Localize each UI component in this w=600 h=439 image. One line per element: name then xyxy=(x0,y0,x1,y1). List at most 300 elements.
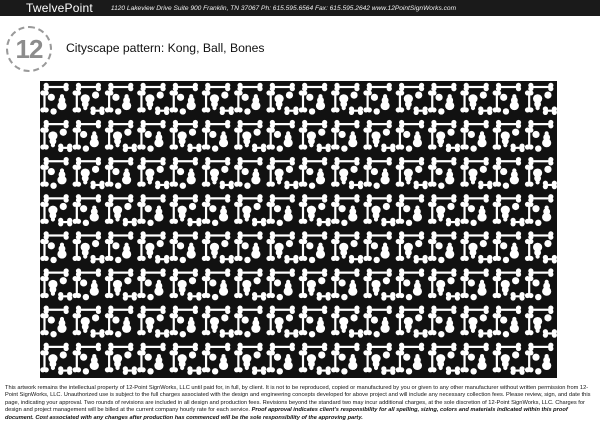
bone-shape xyxy=(205,305,230,314)
kong-toy-shape xyxy=(242,206,251,222)
bone-shape xyxy=(414,106,428,115)
kong-toy-shape xyxy=(145,94,154,110)
bone-shape xyxy=(270,83,295,92)
bone-shape xyxy=(428,276,437,298)
bone-shape xyxy=(105,165,114,187)
bone-shape xyxy=(237,268,262,277)
ball-shape xyxy=(373,257,379,263)
kong-toy-shape xyxy=(57,243,66,259)
ball-shape xyxy=(447,129,454,136)
bone-shape xyxy=(76,343,101,352)
ball-shape xyxy=(286,314,293,321)
bone-shape xyxy=(460,165,469,187)
ball-shape xyxy=(274,131,281,138)
ball-shape xyxy=(383,351,390,358)
kong-toy-shape xyxy=(348,280,357,296)
bone-shape xyxy=(90,329,104,338)
ball-shape xyxy=(318,129,325,136)
bone-shape xyxy=(76,231,101,240)
bone-shape xyxy=(169,239,178,261)
ball-shape xyxy=(480,314,487,321)
bone-shape xyxy=(399,83,424,92)
kong-toy-shape xyxy=(477,131,486,147)
bone-shape xyxy=(234,239,243,261)
ball-shape xyxy=(435,242,442,249)
bone-shape xyxy=(137,350,146,372)
bone-shape xyxy=(399,157,424,166)
bone-shape xyxy=(496,268,521,277)
bone-shape xyxy=(528,157,553,166)
kong-toy-shape xyxy=(307,206,316,222)
bone-shape xyxy=(169,202,178,224)
bone-shape xyxy=(40,239,49,261)
kong-toy-shape xyxy=(468,168,477,184)
kong-toy-shape xyxy=(501,354,510,370)
bone-shape xyxy=(396,165,405,187)
bone-shape xyxy=(205,83,230,92)
bone-shape xyxy=(496,231,521,240)
bone-shape xyxy=(90,255,104,264)
bone-shape xyxy=(73,313,82,335)
kong-toy-shape xyxy=(187,94,196,110)
ball-shape xyxy=(221,240,228,247)
ball-shape xyxy=(274,354,281,361)
ball-shape xyxy=(60,277,67,284)
bone-shape xyxy=(140,231,165,240)
kong-toy-shape xyxy=(90,354,99,370)
bone-shape xyxy=(270,157,295,166)
bone-shape xyxy=(90,106,104,115)
kong-toy-shape xyxy=(316,94,325,110)
ball-shape xyxy=(470,294,476,300)
ball-shape xyxy=(512,277,519,284)
bone-shape xyxy=(58,366,72,375)
kong-toy-shape xyxy=(380,168,389,184)
ball-shape xyxy=(447,351,454,358)
bone-shape xyxy=(334,157,359,166)
bone-shape xyxy=(464,157,489,166)
ball-shape xyxy=(512,203,519,210)
kong-toy-shape xyxy=(339,243,348,259)
bone-shape xyxy=(123,218,137,227)
ball-shape xyxy=(277,220,283,226)
bone-shape xyxy=(367,305,392,314)
kong-toy-shape xyxy=(154,280,163,296)
bone-shape xyxy=(252,144,266,153)
ball-shape xyxy=(535,220,541,226)
kong-toy-shape xyxy=(371,354,380,370)
kong-toy-shape xyxy=(284,206,293,222)
bone-shape xyxy=(234,313,243,335)
bone-shape xyxy=(431,157,456,166)
bone-shape xyxy=(493,350,502,372)
ball-shape xyxy=(177,168,184,175)
ball-shape xyxy=(415,314,422,321)
bone-shape xyxy=(510,366,524,375)
kong-toy-shape xyxy=(210,94,219,110)
bone-shape xyxy=(396,127,405,149)
ball-shape xyxy=(83,145,89,151)
bone-shape xyxy=(187,292,201,301)
bone-shape xyxy=(44,343,69,352)
ball-shape xyxy=(532,131,539,138)
bone-shape xyxy=(237,231,262,240)
kong-toy-shape xyxy=(242,280,251,296)
ball-shape xyxy=(339,354,346,361)
bone-shape xyxy=(396,313,405,335)
ball-shape xyxy=(415,166,422,173)
bone-shape xyxy=(363,127,372,149)
ball-shape xyxy=(447,203,454,210)
ball-shape xyxy=(318,351,325,358)
ball-shape xyxy=(115,108,121,114)
ball-shape xyxy=(373,182,379,188)
bone-shape xyxy=(234,90,243,112)
bone-shape xyxy=(187,144,201,153)
ball-shape xyxy=(177,94,184,101)
bone-shape xyxy=(363,313,372,335)
kong-toy-shape xyxy=(404,243,413,259)
bone-shape xyxy=(140,83,165,92)
ball-shape xyxy=(544,314,551,321)
kong-toy-shape xyxy=(178,131,187,147)
bone-shape xyxy=(299,350,308,372)
bone-shape xyxy=(40,127,49,149)
ball-shape xyxy=(242,94,249,101)
bone-shape xyxy=(478,106,492,115)
bone-shape xyxy=(528,231,553,240)
kong-toy-shape xyxy=(90,131,99,147)
bone-shape xyxy=(187,366,201,375)
bone-shape xyxy=(252,366,266,375)
bone-shape xyxy=(108,83,133,92)
kong-toy-shape xyxy=(533,168,542,184)
bone-shape xyxy=(108,343,133,352)
ball-shape xyxy=(371,316,378,323)
kong-toy-shape xyxy=(122,94,131,110)
bone-shape xyxy=(169,350,178,372)
ball-shape xyxy=(406,220,412,226)
ball-shape xyxy=(468,131,475,138)
ball-shape xyxy=(480,166,487,173)
bone-shape xyxy=(543,181,557,190)
ball-shape xyxy=(60,351,67,358)
ball-shape xyxy=(309,331,315,337)
bone-shape xyxy=(399,194,424,203)
kong-toy-shape xyxy=(468,317,477,333)
bone-shape xyxy=(40,313,49,335)
ball-shape xyxy=(48,168,55,175)
ball-shape xyxy=(341,368,347,374)
bone-shape xyxy=(40,202,49,224)
kong-toy-shape xyxy=(81,243,90,259)
kong-toy-shape xyxy=(380,243,389,259)
kong-toy-shape xyxy=(275,317,284,333)
ball-shape xyxy=(212,368,218,374)
bone-shape xyxy=(270,343,295,352)
kong-toy-shape xyxy=(307,280,316,296)
ball-shape xyxy=(406,294,412,300)
ball-shape xyxy=(221,166,228,173)
bone-shape xyxy=(543,106,557,115)
ball-shape xyxy=(48,316,55,323)
bone-shape xyxy=(205,343,230,352)
kong-toy-shape xyxy=(542,354,551,370)
ball-shape xyxy=(124,203,131,210)
ball-shape xyxy=(189,129,196,136)
bone-shape xyxy=(367,194,392,203)
bone-shape xyxy=(493,90,502,112)
bone-shape xyxy=(331,90,340,112)
bone-shape xyxy=(428,165,437,187)
bone-shape xyxy=(510,292,524,301)
bone-shape xyxy=(173,231,198,240)
ball-shape xyxy=(500,168,507,175)
ball-shape xyxy=(180,182,186,188)
bone-shape xyxy=(478,181,492,190)
bone-shape xyxy=(76,157,101,166)
bone-shape xyxy=(266,202,275,224)
bone-shape xyxy=(44,268,69,277)
bone-shape xyxy=(140,268,165,277)
bone-shape xyxy=(234,350,243,372)
bone-shape xyxy=(234,202,243,224)
ball-shape xyxy=(157,314,164,321)
bone-shape xyxy=(202,239,211,261)
bone-shape xyxy=(76,83,101,92)
disclaimer-bold-text: Proof approval indicates client's responsibility for all spelling, sizing, colors and materials indicated within this proof document. Cost associated with any changes after production has commenced will be the sole responsibility of the approving party. xyxy=(5,407,568,421)
bone-shape xyxy=(155,255,169,264)
bone-shape xyxy=(137,276,146,298)
bone-shape xyxy=(363,239,372,261)
ball-shape xyxy=(277,368,283,374)
bone-shape xyxy=(137,313,146,335)
bone-shape xyxy=(367,83,392,92)
bone-shape xyxy=(237,83,262,92)
ball-shape xyxy=(189,203,196,210)
ball-shape xyxy=(512,129,519,136)
ball-shape xyxy=(212,145,218,151)
ball-shape xyxy=(244,108,250,114)
bone-shape xyxy=(169,165,178,187)
bone-shape xyxy=(302,268,327,277)
kong-toy-shape xyxy=(445,317,454,333)
kong-toy-shape xyxy=(307,131,316,147)
bone-shape xyxy=(270,305,295,314)
ball-shape xyxy=(373,331,379,337)
ball-shape xyxy=(503,257,509,263)
bone-shape xyxy=(334,268,359,277)
bone-shape xyxy=(73,165,82,187)
ball-shape xyxy=(306,316,313,323)
kong-toy-shape xyxy=(348,131,357,147)
bone-shape xyxy=(140,120,165,129)
bone-shape xyxy=(299,313,308,335)
bone-shape xyxy=(381,292,395,301)
bone-shape xyxy=(464,231,489,240)
kong-toy-shape xyxy=(145,243,154,259)
kong-toy-shape xyxy=(57,317,66,333)
kong-toy-shape xyxy=(510,168,519,184)
bone-shape xyxy=(220,255,234,264)
kong-toy-shape xyxy=(436,206,445,222)
bone-shape xyxy=(464,268,489,277)
bone-shape xyxy=(363,350,372,372)
ball-shape xyxy=(274,205,281,212)
kong-toy-shape xyxy=(210,317,219,333)
bone-shape xyxy=(266,350,275,372)
bone-shape xyxy=(220,106,234,115)
kong-toy-shape xyxy=(251,243,260,259)
bone-shape xyxy=(266,165,275,187)
kong-toy-shape xyxy=(154,354,163,370)
ball-shape xyxy=(209,131,216,138)
bone-shape xyxy=(123,366,137,375)
bone-shape xyxy=(525,127,534,149)
ball-shape xyxy=(115,331,121,337)
bone-shape xyxy=(270,194,295,203)
bone-shape xyxy=(331,313,340,335)
bone-shape xyxy=(108,157,133,166)
kong-toy-shape xyxy=(113,131,122,147)
ball-shape xyxy=(221,314,228,321)
ball-shape xyxy=(124,129,131,136)
ball-shape xyxy=(180,331,186,337)
bone-shape xyxy=(460,350,469,372)
ball-shape xyxy=(318,203,325,210)
bone-shape xyxy=(464,120,489,129)
kong-toy-shape xyxy=(275,94,284,110)
bone-shape xyxy=(234,276,243,298)
bone-shape xyxy=(414,181,428,190)
kong-toy-shape xyxy=(275,168,284,184)
bone-shape xyxy=(169,90,178,112)
kong-toy-shape xyxy=(113,354,122,370)
ball-shape xyxy=(403,131,410,138)
bone-shape xyxy=(284,329,298,338)
ball-shape xyxy=(209,354,216,361)
bone-shape xyxy=(396,276,405,298)
bone-shape xyxy=(140,343,165,352)
kong-toy-shape xyxy=(436,131,445,147)
bone-shape xyxy=(44,194,69,203)
kong-toy-shape xyxy=(316,243,325,259)
kong-toy-shape xyxy=(219,131,228,147)
ball-shape xyxy=(124,277,131,284)
kong-toy-shape xyxy=(275,243,284,259)
ball-shape xyxy=(286,166,293,173)
bone-shape xyxy=(478,255,492,264)
bone-shape xyxy=(510,144,524,153)
ball-shape xyxy=(83,294,89,300)
kong-toy-shape xyxy=(210,243,219,259)
bone-shape xyxy=(302,343,327,352)
bone-shape xyxy=(496,305,521,314)
bone-shape xyxy=(173,343,198,352)
bone-shape xyxy=(331,350,340,372)
bone-shape xyxy=(493,313,502,335)
ball-shape xyxy=(177,242,184,249)
bone-shape xyxy=(137,239,146,261)
ball-shape xyxy=(112,316,119,323)
bone-shape xyxy=(414,329,428,338)
bone-shape xyxy=(334,83,359,92)
bone-shape xyxy=(431,343,456,352)
ball-shape xyxy=(80,354,87,361)
bone-shape xyxy=(266,239,275,261)
kong-toy-shape xyxy=(113,280,122,296)
ball-shape xyxy=(532,354,539,361)
kong-toy-shape xyxy=(445,168,454,184)
kong-toy-shape xyxy=(48,354,57,370)
kong-toy-shape xyxy=(510,243,519,259)
kong-toy-shape xyxy=(445,94,454,110)
kong-toy-shape xyxy=(533,94,542,110)
kong-toy-shape xyxy=(510,317,519,333)
bone-shape xyxy=(543,329,557,338)
bone-shape xyxy=(302,194,327,203)
ball-shape xyxy=(309,257,315,263)
kong-toy-shape xyxy=(510,94,519,110)
ball-shape xyxy=(415,240,422,247)
bone-shape xyxy=(493,127,502,149)
ball-shape xyxy=(306,168,313,175)
kong-toy-shape xyxy=(501,131,510,147)
ball-shape xyxy=(147,294,153,300)
bone-shape xyxy=(237,343,262,352)
bone-shape xyxy=(525,202,534,224)
bone-shape xyxy=(44,120,69,129)
kong-toy-shape xyxy=(145,317,154,333)
bone-shape xyxy=(44,157,69,166)
bone-shape xyxy=(510,218,524,227)
ball-shape xyxy=(373,108,379,114)
kong-toy-shape xyxy=(81,317,90,333)
bone-shape xyxy=(73,350,82,372)
badge-number: 12 xyxy=(15,34,43,64)
kong-toy-shape xyxy=(533,317,542,333)
kong-toy-shape xyxy=(81,94,90,110)
bone-shape xyxy=(140,194,165,203)
kong-toy-shape xyxy=(178,354,187,370)
bone-shape xyxy=(334,231,359,240)
bone-shape xyxy=(431,305,456,314)
bone-shape xyxy=(525,313,534,335)
bone-shape xyxy=(528,305,553,314)
bone-shape xyxy=(496,194,521,203)
ball-shape xyxy=(350,314,357,321)
bone-shape xyxy=(367,231,392,240)
kong-toy-shape xyxy=(122,317,131,333)
ball-shape xyxy=(112,94,119,101)
bone-shape xyxy=(173,83,198,92)
kong-toy-shape xyxy=(371,206,380,222)
bone-shape xyxy=(266,127,275,149)
ball-shape xyxy=(318,277,325,284)
kong-toy-shape xyxy=(178,280,187,296)
disclaimer-text: This artwork remains the intellectual property of 12-Point SignWorks, LLC until paid for, in full, by client. It is not to be reproduced, copied or manufactured by you or given to any other manufacturer without written permission from 12-Point SignWorks, LLC. Unauthorized use is subject to the full charges associated with the design and engineering concepts developed for above project and will include any necessary collection fees. Please review, sign, and date this page, indicating your approval. Two rounds of revisions are included in all design and production fees. Revisions beyond the standard two may incur additional charges, at the sole discretion of 12-Point SignWorks, LLC. Charges for design and project management will be billed at the current company hourly rate for each service. xyxy=(5,385,591,414)
bone-shape xyxy=(76,268,101,277)
kong-toy-shape xyxy=(404,168,413,184)
bone-shape xyxy=(381,144,395,153)
bone-shape xyxy=(464,194,489,203)
ball-shape xyxy=(209,205,216,212)
bone-shape xyxy=(173,268,198,277)
bone-shape xyxy=(284,106,298,115)
ball-shape xyxy=(403,354,410,361)
ball-shape xyxy=(244,257,250,263)
bone-shape xyxy=(44,231,69,240)
